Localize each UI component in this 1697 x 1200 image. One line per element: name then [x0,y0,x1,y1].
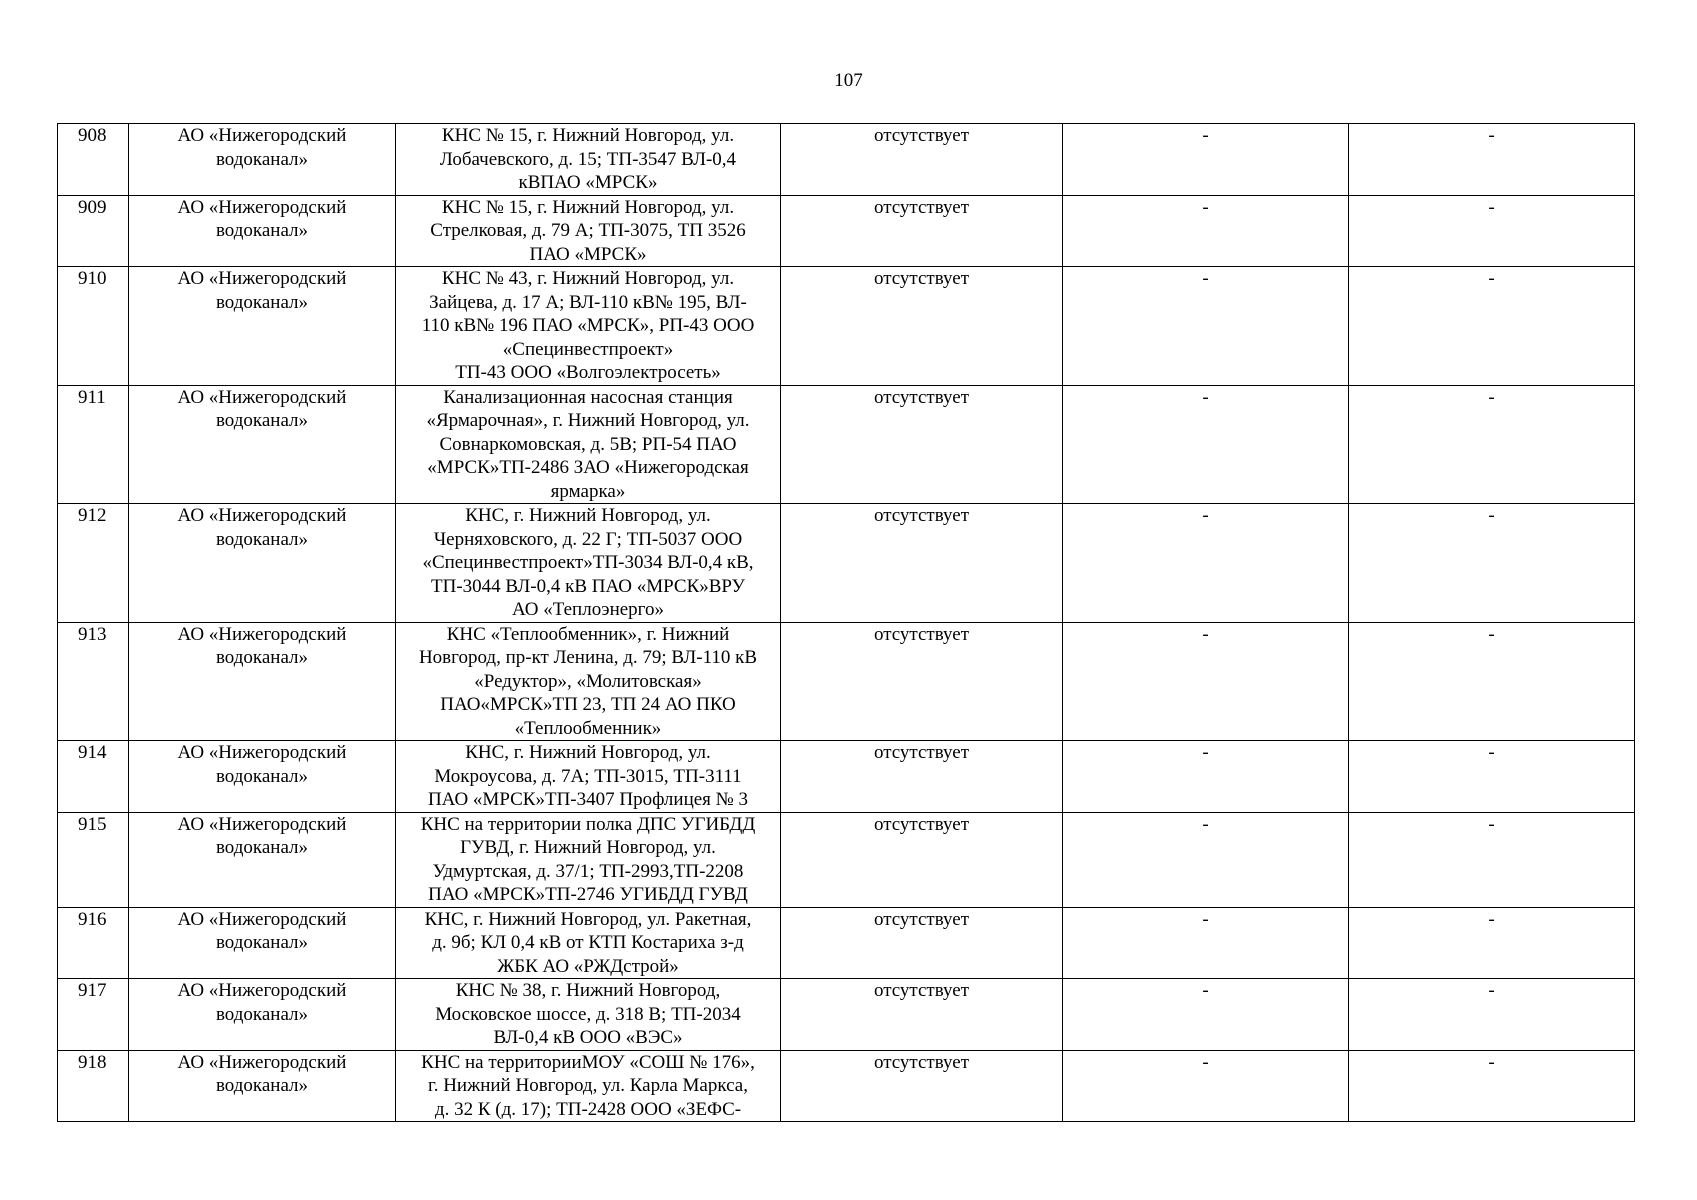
table-row [58,979,1635,1051]
object-line: КНС № 15, г. Нижний Новгород, ул. [441,196,735,218]
table-row [58,504,1635,623]
owner-line: АО «Нижегородский [177,268,347,289]
object-cell [396,504,781,623]
object-cell [396,124,781,196]
object-line: КНС № 38, г. Нижний Новгород, [455,980,721,1001]
owner-line: АО «Нижегородский [177,1051,347,1073]
owner-line: АО «Нижегородский [177,386,347,408]
status-cell: отсутствует [781,504,1063,623]
owner-line: водоканал» [215,1003,309,1025]
owner-line: водоканал» [215,220,309,241]
object-line: ВЛ-0,4 кВ ООО «ВЭС» [493,1027,683,1048]
object-line: ПАО «МРСК» [529,243,647,265]
status-cell: отсутствует [781,979,1063,1051]
table-row [58,1050,1635,1122]
owner-line: АО «Нижегородский [177,980,347,1001]
object-line: ярмарка» [550,480,626,502]
object-cell [396,1050,781,1122]
object-line: «Специнвестпроект»ТП-3034 ВЛ-0,4 кВ, [422,552,754,573]
dash-cell-2: - [1349,124,1635,196]
object-line: д. 32 К (д. 17); ТП-2428 ООО «ЗЕФС- [434,1098,742,1120]
owner-line: водоканал» [215,837,309,858]
row-number-cell: 912 [58,504,129,623]
object-line: Зайцева, д. 17 А; ВЛ-110 кВ№ 195, ВЛ- [429,291,747,313]
object-line: Лобачевского, д. 15; ТП-3547 ВЛ-0,4 [439,148,737,170]
owner-cell [129,622,396,741]
owner-cell [129,385,396,504]
object-line: «Ярмарочная», г. Нижний Новгород, ул. [426,410,750,431]
object-line: Совнаркомовская, д. 5В; РП-54 ПАО [439,433,737,455]
owner-cell [129,741,396,813]
owner-line: водоканал» [215,148,309,170]
object-line: Удмуртская, д. 37/1; ТП-2993,ТП-2208 [432,860,744,882]
owner-line: водоканал» [215,932,309,953]
row-number-cell: 913 [58,622,129,741]
owner-line: водоканал» [215,410,309,431]
dash-cell-2: - [1349,622,1635,741]
table-row [58,124,1635,196]
status-cell: отсутствует [781,195,1063,267]
object-line: 110 кВ№ 196 ПАО «МРСК», РП-43 ООО [421,315,755,336]
status-cell: отсутствует [781,622,1063,741]
row-number-cell: 918 [58,1050,129,1122]
dash-cell-1: - [1063,907,1349,979]
object-line: кВПАО «МРСК» [518,172,658,193]
object-cell [396,385,781,504]
object-line: Мокроусова, д. 7А; ТП-3015, ТП-3111 [434,765,742,787]
status-cell: отсутствует [781,267,1063,386]
dash-cell-1: - [1063,979,1349,1051]
object-line: ЖБК АО «РЖДстрой» [497,955,679,977]
owner-line: АО «Нижегородский [177,623,347,645]
status-cell: отсутствует [781,907,1063,979]
dash-cell-1: - [1063,267,1349,386]
row-number-cell: 909 [58,195,129,267]
owner-line: АО «Нижегородский [177,813,347,835]
dash-cell-2: - [1349,907,1635,979]
object-line: Московское шоссе, д. 318 В; ТП-2034 [435,1003,741,1025]
dash-cell-2: - [1349,504,1635,623]
status-cell: отсутствует [781,1050,1063,1122]
object-line: Новгород, пр-кт Ленина, д. 79; ВЛ-110 кВ [418,647,758,668]
object-line: ТП-43 ООО «Волгоэлектросеть» [455,362,721,383]
object-line: г. Нижний Новгород, ул. Карла Маркса, [428,1075,748,1096]
object-line: Стрелковая, д. 79 А; ТП-3075, ТП 3526 [430,220,746,241]
status-cell: отсутствует [781,124,1063,196]
object-cell [396,741,781,813]
row-number-cell: 908 [58,124,129,196]
object-line: КНС № 43, г. Нижний Новгород, ул. [441,268,735,289]
owner-line: водоканал» [215,647,309,668]
owner-line: водоканал» [215,765,309,787]
table-row [58,812,1635,907]
dash-cell-2: - [1349,195,1635,267]
dash-cell-1: - [1063,504,1349,623]
table-row [58,741,1635,813]
owner-line: АО «Нижегородский [177,125,347,146]
owner-cell [129,504,396,623]
registry-table-body [58,124,1635,1122]
object-cell [396,907,781,979]
dash-cell-1: - [1063,124,1349,196]
object-line: КНС, г. Нижний Новгород, ул. [465,742,711,763]
table-row [58,385,1635,504]
object-line: ПАО«МРСК»ТП 23, ТП 24 АО ПКО [440,694,736,715]
table-row [58,195,1635,267]
row-number-cell: 910 [58,267,129,386]
table-row [58,622,1635,741]
owner-cell [129,979,396,1051]
owner-cell [129,1050,396,1122]
dash-cell-2: - [1349,979,1635,1051]
dash-cell-1: - [1063,741,1349,813]
table-row [58,907,1635,979]
owner-cell [129,124,396,196]
page-number: 107 [834,70,863,91]
owner-cell [129,195,396,267]
dash-cell-1: - [1063,812,1349,907]
object-line: ГУВД, г. Нижний Новгород, ул. [460,837,716,858]
owner-line: АО «Нижегородский [177,196,347,218]
object-cell [396,979,781,1051]
status-cell: отсутствует [781,741,1063,813]
object-line: «Специнвестпроект» [502,338,674,360]
object-line: КНС на территории полка ДПС УГИБДД [420,813,756,835]
object-line: ТП-3044 ВЛ-0,4 кВ ПАО «МРСК»ВРУ [431,575,745,597]
dash-cell-2: - [1349,741,1635,813]
table-row [58,267,1635,386]
object-cell [396,195,781,267]
dash-cell-2: - [1349,385,1635,504]
object-line: «Редуктор», «Молитовская» [474,670,702,692]
dash-cell-2: - [1349,267,1635,386]
object-line: ПАО «МРСК»ТП-2746 УГИБДД ГУВД [428,884,748,905]
dash-cell-2: - [1349,1050,1635,1122]
owner-line: АО «Нижегородский [177,505,347,526]
object-line: Канализационная насосная станция [443,386,733,408]
object-line: «МРСК»ТП-2486 ЗАО «Нижегородская [427,457,749,478]
dash-cell-1: - [1063,195,1349,267]
owner-line: АО «Нижегородский [177,742,347,763]
object-line: д. 9б; КЛ 0,4 кВ от КТП Костариха з-д [432,932,744,953]
status-cell: отсутствует [781,385,1063,504]
row-number-cell: 917 [58,979,129,1051]
owner-line: водоканал» [215,528,309,550]
registry-table [57,123,1635,1122]
dash-cell-1: - [1063,622,1349,741]
row-number-cell: 911 [58,385,129,504]
object-line: КНС, г. Нижний Новгород, ул. Ракетная, [424,908,752,930]
owner-cell [129,267,396,386]
status-cell: отсутствует [781,812,1063,907]
object-line: «Теплообменник» [514,717,662,739]
owner-line: АО «Нижегородский [177,908,347,930]
dash-cell-1: - [1063,385,1349,504]
object-cell [396,622,781,741]
object-line: КНС «Теплообменник», г. Нижний [446,623,730,645]
object-line: КНС на территорииМОУ «СОШ № 176», [421,1051,755,1073]
owner-line: водоканал» [215,291,309,313]
owner-line: водоканал» [215,1075,309,1096]
object-cell [396,812,781,907]
object-line: Черняховского, д. 22 Г; ТП-5037 ООО [433,528,743,550]
dash-cell-1: - [1063,1050,1349,1122]
row-number-cell: 916 [58,907,129,979]
row-number-cell: 915 [58,812,129,907]
row-number-cell: 914 [58,741,129,813]
owner-cell [129,907,396,979]
object-line: АО «Теплоэнерго» [511,599,665,620]
owner-cell [129,812,396,907]
object-cell [396,267,781,386]
object-line: КНС, г. Нижний Новгород, ул. [465,505,711,526]
object-line: КНС № 15, г. Нижний Новгород, ул. [441,125,735,146]
object-line: ПАО «МРСК»ТП-3407 Профлицея № 3 [427,789,749,810]
dash-cell-2: - [1349,812,1635,907]
